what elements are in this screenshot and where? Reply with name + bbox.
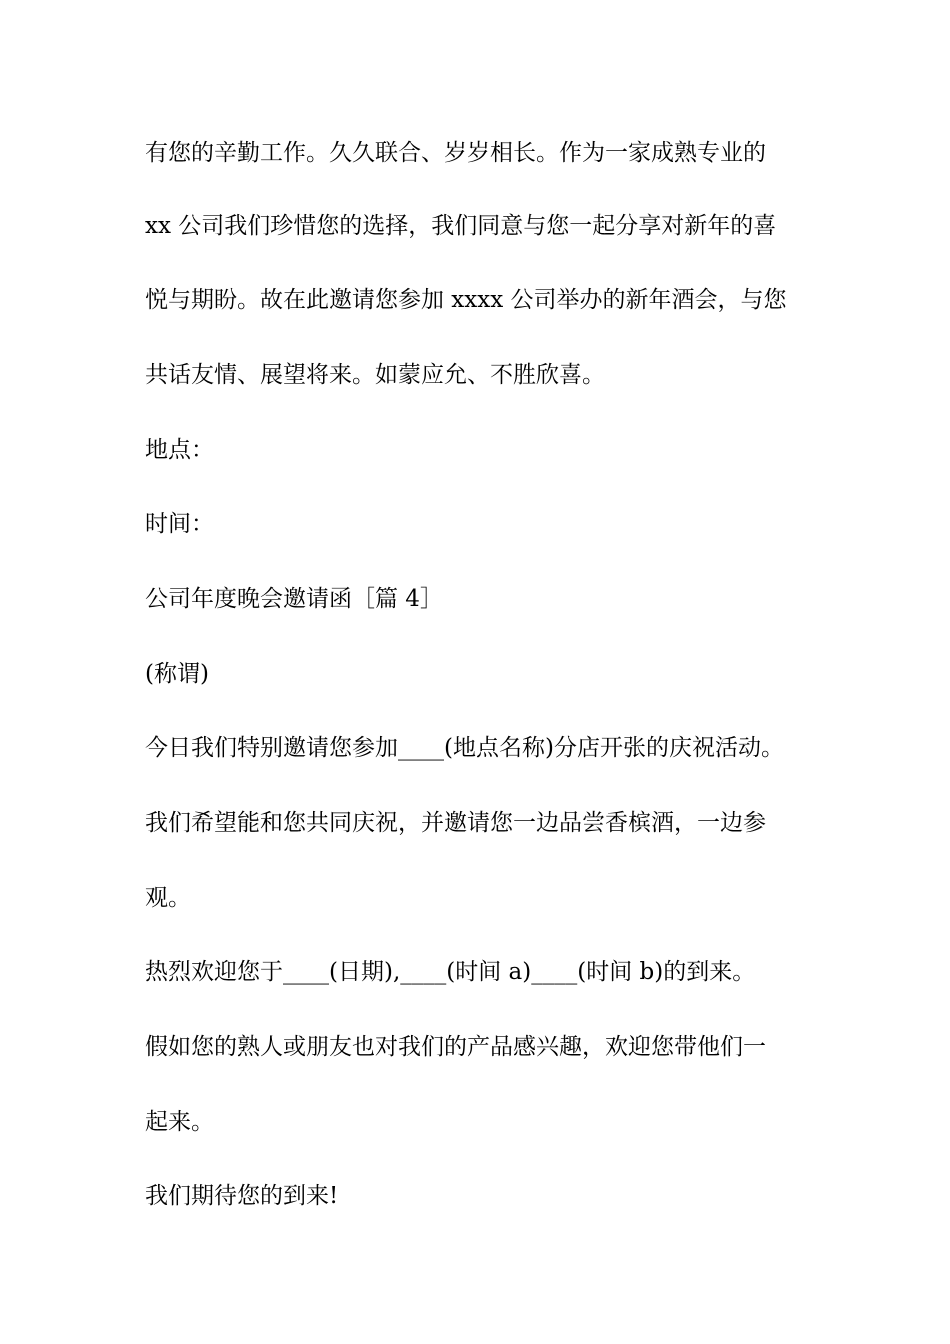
paragraph-line: xx 公司我们珍惜您的选择，我们同意与您一起分享对新年的喜 xyxy=(145,213,777,239)
closing-line: 我们期待您的到来! xyxy=(145,1183,339,1209)
paragraph-line: 观。 xyxy=(145,885,191,911)
paragraph-line: 共话友情、展望将来。如蒙应允、不胜欣喜。 xyxy=(145,362,605,388)
paragraph-line: 我们希望能和您共同庆祝，并邀请您一边品尝香槟酒，一边参 xyxy=(145,810,766,836)
paragraph-line: 有您的辛勤工作。久久联合、岁岁相长。作为一家成熟专业的 xyxy=(145,140,766,166)
paragraph-line: 假如您的熟人或朋友也对我们的产品感兴趣，欢迎您带他们一 xyxy=(145,1034,766,1060)
paragraph-line: 悦与期盼。故在此邀请您参加 xxxx 公司举办的新年酒会，与您 xyxy=(145,287,787,313)
section-heading: 公司年度晚会邀请函［篇 4］ xyxy=(145,586,443,612)
salutation: (称谓) xyxy=(145,661,209,687)
paragraph-line: 今日我们特别邀请您参加____(地点名称)分店开张的庆祝活动。 xyxy=(145,735,784,761)
location-label: 地点： xyxy=(145,437,214,463)
paragraph-line: 起来。 xyxy=(145,1109,214,1135)
time-label: 时间： xyxy=(145,511,214,537)
paragraph-line: 热烈欢迎您于____(日期),____(时间 a)____(时间 b)的到来。 xyxy=(145,959,756,985)
